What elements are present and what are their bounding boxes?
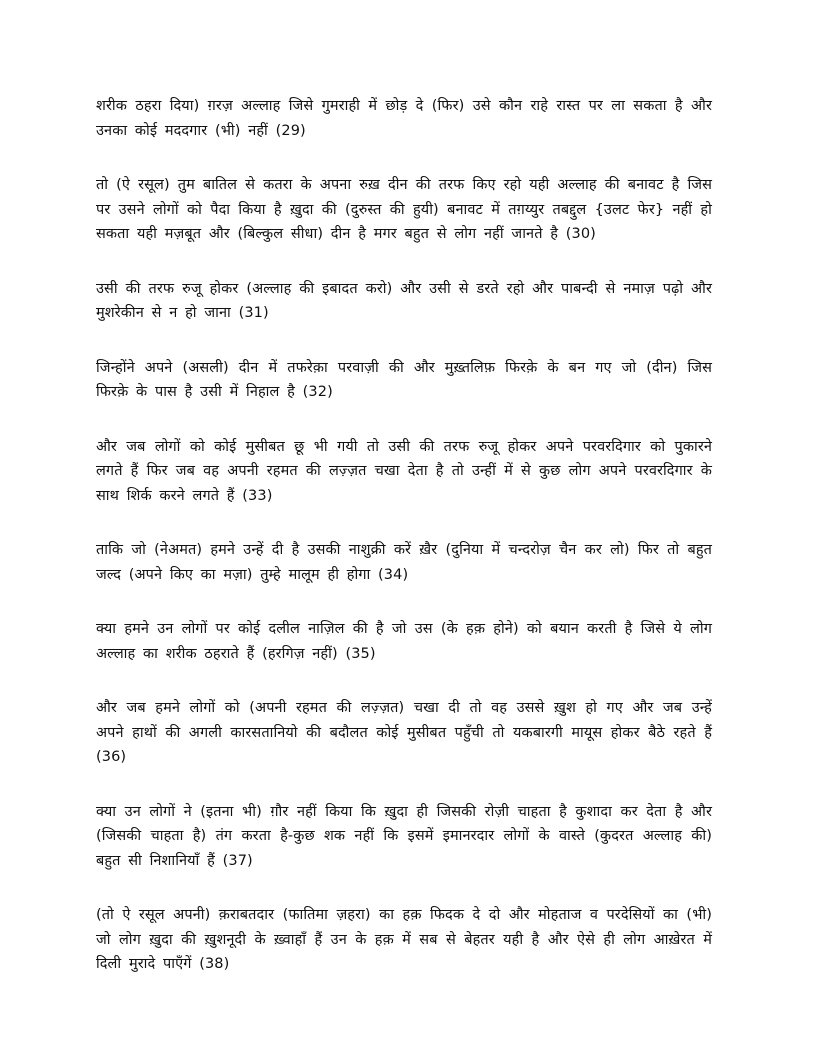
- verse-32-paragraph: जिन्होंने अपने (असली) दीन में तफरेक़ा परवाज़ी की और मुख़्तलिफ़ फिरके़ के बन गए जो (दीन) जिस फिरके़ के पास है उसी में निहाल है (32): [96, 359, 712, 400]
- verse-37-paragraph: क्या उन लोगों ने (इतना भी) ग़ौर नहीं किया कि ख़ुदा ही जिसकी रोज़ी चाहता है कुशादा कर देता है और (जिसकी चाहता है) तंग करता है-कुछ शक नहीं कि इसमें इमानरदार लोगों के वास्ते (कुदरत अल्लाह की) बहुत सी निशानियाँ हैं (37): [96, 803, 712, 869]
- verse-34-paragraph: ताकि जो (नेअमत) हमने उन्हें दी है उसकी नाशुक्री करें ख़ैर (दुनिया में चन्दरोज़ चैन कर लो) फिर तो बहुत जल्द (अपने किए का मज़ा) तुम्हे मालूम ही होगा (34): [96, 542, 712, 583]
- verse-35-paragraph: क्या हमने उन लोगों पर कोई दलील नाज़िल की है जो उस (के हक़ होने) को बयान करती है जिसे ये लोग अल्लाह का शरीक ठहराते हैं (हरगिज़ नहीं) (35): [96, 621, 712, 662]
- verse-30-paragraph: तो (ऐ रसूल) तुम बातिल से कतरा के अपना रुख़ दीन की तरफ किए रहो यही अल्लाह की बनावट है जिस पर उसने लोगों को पैदा किया है ख़ुदा की (दुरुस्त की हुयी) बनावट में तग़य्युर तबद्दुल {उलट फेर} नहीं हो सकता यही मज़बूत और (बिल्कुल सीधा) दीन है मगर बहुत से लोग नहीं जानते है (30): [96, 177, 712, 242]
- verse-38-paragraph: (तो ऐ रसूल अपनी) क़राबतदार (फातिमा ज़हरा) का हक़ फिदक दे दो और मोहताज व परदेसियों का (भी) जो लोग ख़ुदा की ख़ुशनूदी के ख़्वाहाँ हैं उन के हक़ में सब से बेहतर यही है और ऐसे ही लोग आख़ेरत में दिली मुरादे पाएँगें (38): [96, 907, 712, 972]
- verse-33-paragraph: और जब लोगों को कोई मुसीबत छू भी गयी तो उसी की तरफ रुजू होकर अपने परवरदिगार को पुकारने लगते हैं फिर जब वह अपनी रहमत की लज़्ज़त चखा देता है तो उन्हीं में से कुछ लोग अपने परवरदिगार के साथ शिर्क करने लगते हैं (33): [96, 438, 712, 504]
- verse-36-paragraph: और जब हमने लोगों को (अपनी रहमत की लज़्ज़त) चखा दी तो वह उससे ख़ुश हो गए और जब उन्हें अपने हाथों की अगली कारसतानियो की बदौलत कोई मुसीबत पहुँची तो यकबारगी मायूस होकर बैठे रहते हैं (36): [96, 700, 712, 765]
- document-page: [96, 94, 712, 1007]
- verse-29-paragraph: शरीक ठहरा दिया) ग़रज़ अल्लाह जिसे गुमराही में छोड़ दे (फिर) उसे कौन राहे रास्त पर ला सकता है और उनका कोई मददगार (भी) नहीं (29): [96, 98, 712, 139]
- verse-31-paragraph: उसी की तरफ रुजू होकर (अल्लाह की इबादत करो) और उसी से डरते रहो और पाबन्दी से नमाज़ पढ़ो और मुशरेकीन से न हो जाना (31): [96, 280, 712, 321]
